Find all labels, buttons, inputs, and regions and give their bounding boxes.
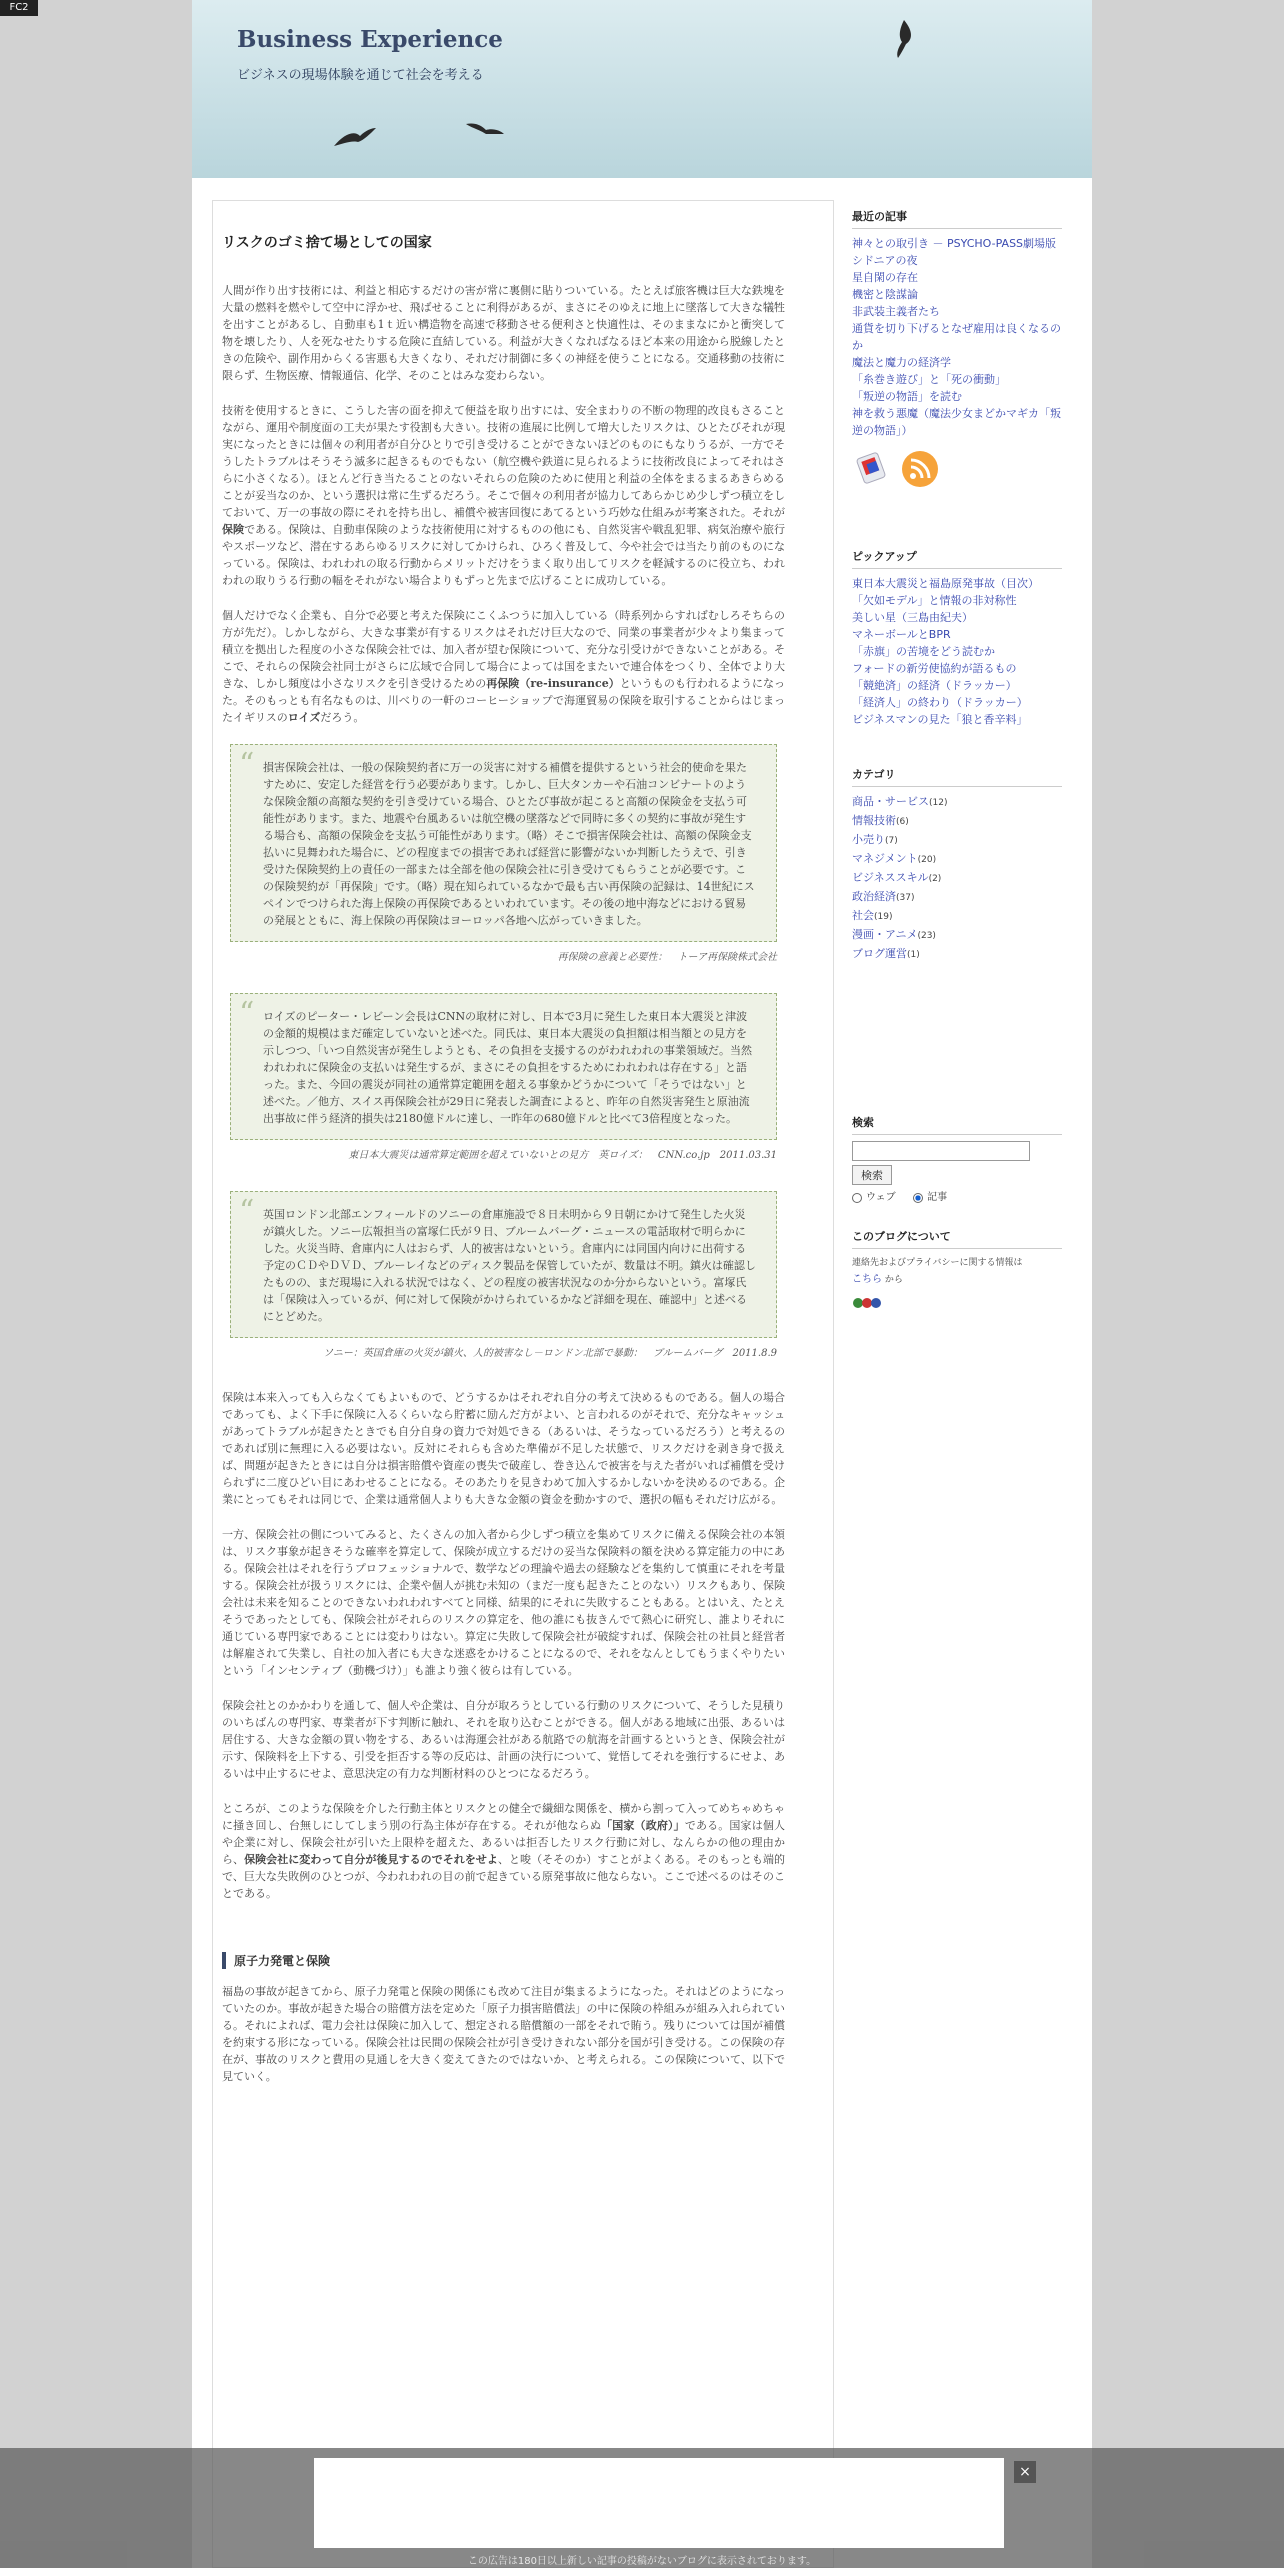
category-widget [852,766,1062,964]
widget-title: 最近の記事 [852,208,1062,229]
paragraph: 保険会社とのかかわりを通して、個人や企業は、自分が取ろうとしている行動のリスクについて、そうした見積りのいちばんの専門家、専業者が下す判断に触れ、それを取り込むことができる。個人がある地域に出張、あるいは居住する、大きな金額の買い物をする、あるいは海運会社がある航路での航海を計画するというとき、保険会社が示す、保険料を上下する、引受を拒否する等の反応は、計画の決行について、覚悟してそれを強行するにせよ、あるいは中止するにせよ、意思決定の有力な判断材料のひとつになるだろう。 [222,1699,785,1780]
pickup-link[interactable]: 「赤旗」の苦境をどう読むか [852,645,995,658]
post-title[interactable]: リスクのゴミ捨て場としての国家 [222,235,432,251]
recent-post-link[interactable]: 星自閑の存在 [852,271,918,284]
category-item[interactable]: マネジメント(20) [852,852,937,865]
quote-mark-icon: “ [239,1194,255,1229]
category-item[interactable]: ブログ運営(1) [852,947,920,960]
bird-icon [892,18,916,60]
bookmark-icon[interactable] [852,449,890,487]
pickup-widget [852,548,1062,728]
bird-icon [332,126,378,148]
category-item[interactable]: 商品・サービス(12) [852,795,948,808]
site-title[interactable]: Business Experience [237,26,503,53]
widget-title: ピックアップ [852,548,1062,569]
radio-web[interactable]: ウェブ [852,1189,896,1206]
paragraph: 技術を使用するときに、こうした害の面を抑えて便益を取り出すには、安全まわりの不断の物理的改良もさることながら、運用や制度面の工夫が果たす役割も大きい。技術の進展に比例して増大したリスクは、ひとたびそれが現実になったときには個々の利用者が自分ひとりで引き受けることができないほどのものにもなりうるが、一方でそうしたトラブルはそうそう滅多に起きるものでもない（航空機や鉄道に見られるように技術改良によってそれはさらに小さくなる）。ほとんど行き当たることのないそれらの危険のために使用と利益の全体をまるまるあきらめることが妥当なのか、という選択は常に生ずるだろう。そこで個々の利用者が協力してあらかじめ少しずつ積立をしておいて、万一の事故の際にそれを持ち出し、補償や被害回復にあてるという巧妙な仕組みが考案された。それが保険である。保険は、自動車保険のような技術使用に対するものの他にも、自然災害や戦乱犯罪、病気治療や旅行やスポーツなど、潜在するあらゆるリスクに対してかけられ、ひろく普及して、今や社会では当たり前のものになっている。保険は、われわれの取る行動からメリットだけをうまく取り出してリスクを軽減するのに役立ち、われわれの取りうる行動の幅をそれがない場合よりもずっと先まで広げることに成功している。 [222,404,786,587]
pickup-link[interactable]: 「欠如モデル」と情報の非対称性 [852,594,1017,607]
paragraph: 人間が作り出す技術には、利益と相応するだけの害が常に裏側に貼りついている。たとえば旅客機は巨大な鉄塊を大量の燃料を燃やして空中に浮かせ、飛ばせることに利得があるが、まさにそのゆえに地上に墜落して大きな犠牲を出すことがあるし、自動車も1ｔ近い構造物を高速で移動させる便利さと快適性は、そのままなにかと衝突して物を壊したり、人を死なせたりする危険に直結している。利益が大きくなればなるほど本来の用途から脱線したときの危険や、副作用からくる害悪も大きくなり、それだけ制御に多くの神経を使うことになる。交通移動の技術に限らず、生物医療、情報通信、化学、そのことはみな変わらない。 [222,284,785,382]
quote-citation[interactable]: ソニー：英国倉庫の火災が鎮火、人的被害なし－ロンドン北部で暴動： ブルームバーグ 2011.8.9 [323,1348,777,1359]
ad-banner[interactable] [314,2458,1004,2548]
category-item[interactable]: 政治経済(37) [852,890,915,903]
site-description: ビジネスの現場体験を通じて社会を考える [237,68,484,83]
recent-post-link[interactable]: 非武装主義者たち [852,305,940,318]
category-item[interactable]: 小売り(7) [852,833,898,846]
paragraph: ところが、このような保険を介した行動主体とリスクとの健全で繊細な関係を、横から割って入ってめちゃめちゃに掻き回し、台無しにしてしまう別の行為主体が存在する。それが他ならぬ「国家（政府）」である。国家は個人や企業に対し、保険会社が引いた上限枠を超えた、あるいは拒否したリスク行動に対し、なんらかの他の理由から、保険会社に変わって自分が後見するのでそれをせよ、と唆（そそのか）すことがよくある。そのもっとも端的で、巨大な失敗例のひとつが、今われわれの目の前で起きている原発事故に他ならない。ここで述べるのはそのことである。 [222,1802,786,1900]
recent-post-link[interactable]: 通貨を切り下げるとなぜ雇用は良くなるのか [852,322,1061,352]
paragraph: 保険は本来入っても入らなくてもよいもので、どうするかはそれぞれ自分の考えて決めるものである。個人の場合であっても、よく下手に保険に入るくらいなら貯蓄に励んだ方がよい、と言われるのがそれで、充分なキャッシュがあってトラブルが起きたときでも自分自身の資力で対処できる（あるいは、そうなっているだろう）と考えるのであれば別に無理に入る必要はない。反対にそれらも含めた準備が不足した状態で、リスクだけを剥き身で扱えば、問題が起きたときには自分は損害賠償や資産の喪失で破産し、巻き込んで被害を与えた者がいれば補償を受けられずに二度ひどい目にあわせることになる。そのあたりを見きわめて加入するかしないかを決めるのである。企業にとってもそれは同じで、企業は通常個人よりも大きな金額の資金を動かすので、選択の幅もそれだけ広がる。 [222,1391,785,1506]
rss-icon[interactable] [900,449,940,489]
blockquote: “ 英国ロンドン北部エンフィールドのソニーの倉庫施設で８日未明から９日朝にかけて発生した火災が鎮火した。ソニー広報担当の富塚仁氏が９日、ブルームバーグ・ニュースの電話取材で明らかにした。火災当時、倉庫内に人はおらず、人的被害はないという。倉庫内には同国内向けに出荷する予定のＣＤやＤＶＤ、ブルーレイなどのディスク製品を保管していたが、数量は不明。鎮火は確認したものの、まだ現場に入れる状況ではなく、どの程度の被害状況なのか分からないという。富塚氏は「保険は入っているが、何に対して保険がかけられているかなど詳細を現在、確認中」と述べるにとどめた。 [230,1191,777,1338]
widget-title: 検索 [852,1114,1062,1135]
pickup-link[interactable]: マネーボールとBPR [852,628,951,641]
pickup-link[interactable]: フォードの新労使協約が語るもの [852,662,1017,675]
paragraph: 個人だけでなく企業も、自分で必要と考えた保険にこくふつうに加入している（時系列からすればむしろそちらの方が先だ）。しかしながら、大きな事業が有するリスクはそれだけ巨大なので、同業の事業者が少々より集まって積立を拠出した程度の小さな保険会社では、加入者が望む保険について、充分な引受けができないことがある。そこで、それらの保険会社同士がさらに広域で合同して場合によっては国をまたいで連合体をつくり、全体でより大きな、しかし頻度は小さなリスクを引き受けるための再保険（re-insurance）というものも行われるようになった。そのもっとも有名なものは、川べりの一軒のコーヒーショップで海運貿易の保険を取引することからはじまったイギリスのロイズだろう。 [222,609,786,724]
quote-mark-icon: “ [239,747,255,782]
blockquote: “ 損害保険会社は、一般の保険契約者に万一の災害に対する補償を提供するという社会的使命を果たすために、安定した経営を行う必要があります。しかし、巨大タンカーや石油コンビナートのような保険金額の高額な契約を引き受けている場合、ひとたび事故が起こると高額の保険金を支払う可能性があります。また、地震や台風あるいは航空機の墜落などで同時に多くの契約に事故が発生する場合も、高額の保険金を支払う可能性があります。（略）そこで損害保険会社は、高額の保険金支払いに見舞われた場合に、どの程度までの損害であれば経営に影響がないか判断したうえで、引き受けた保険契約上の責任の一部または全部を他の保険会社に引き受けてもらうことが必要です。この保険契約が「再保険」です。（略）現在知られているなかで最も古い再保険の記録は、14世紀にスペインでつけられた海上保険の再保険であるといわれています。その後の地中海などにおける貿易の発展とともに、海上保険の再保険はヨーロッパ各地へ広がっていきました。 [230,744,777,942]
pickup-link[interactable]: ビジネスマンの見た「狼と香辛料」 [852,713,1028,726]
ad-close-button[interactable]: × [1014,2461,1036,2483]
about-text: 連絡先およびプライバシーに関する情報は [852,1258,1023,1268]
recent-post-link[interactable]: シドニアの夜 [852,254,918,267]
recent-post-link[interactable]: 神々との取引き － PSYCHO-PASS劇場版 [852,237,1057,250]
post-body [222,282,785,2103]
pickup-link[interactable]: 「競絶済」の経済（ドラッカー） [852,679,1017,692]
radio-article[interactable]: 記事 [913,1189,947,1206]
paragraph: 福島の事故が起きてから、原子力発電と保険の関係にも改めて注目が集まるようになった。それはどのようになっていたのか。事故が起きた場合の賠償方法を定めた「原子力損害賠償法」の中に保険の枠組みが組み入れられている。それによれば、電力会社は保険に加入して、想定される賠償額の一部をそれで賄う。残りについては国が補償を約束する形になっている。保険会社は民間の保険会社が引き受けきれない部分を国が引き受ける。この保険の存在が、事故のリスクと費用の見通しを大きく変えてきたのではないか、と考えられる。この保険について、以下で見ていく。 [222,1985,785,2083]
about-link[interactable]: こちら [852,1274,882,1285]
recent-posts-widget [852,208,1062,489]
fc2-badge[interactable]: FC2 [0,0,38,16]
search-widget [852,1114,1062,1208]
quote-mark-icon: “ [239,996,255,1031]
category-item[interactable]: 社会(19) [852,909,893,922]
category-item[interactable]: 情報技術(6) [852,814,909,827]
paragraph: 一方、保険会社の側についてみると、たくさんの加入者から少しずつ積立を集めてリスクに備える保険会社の本領は、リスク事象が起きそうな確率を算定して、保険が成立するだけの妥当な保険料の額を決める算定能力の中にある。保険会社はそれを行うプロフェッショナルで、数学などの理論や過去の経験などを集約して慎重にそれを考量する。保険会社が扱うリスクには、企業や個人が挑む未知の（まだ一度も起きたことのない）リスクもあり、保険会社は未来を知ることのできないわれわれすべてと同様、結果的にそれに失敗することもある。とはいえ、たとえそうであったとしても、保険会社がそれらのリスクの算定を、他の誰にも抜きんでて熱心に研究し、誰よりそれに通じている専門家であることには変わりはない。算定に失敗して保険会社が破綻すれば、保険会社の社員と経営者は解雇されて失業し、自社の加入者にも大きな迷惑をかけることになるので、それをなんとしてもうまくやりたいという「インセンティブ（動機づけ）」も誰より強く彼らは有している。 [222,1528,785,1677]
search-button[interactable]: 検索 [852,1165,892,1185]
recent-post-link[interactable]: 「糸巻き遊び」と「死の衝動」 [852,373,1006,386]
blockquote: “ ロイズのピーター・レビーン会長はCNNの取材に対し、日本で3月に発生した東日本大震災と津波の金額的規模はまだ確定していないと述べた。同氏は、東日本大震災の負担額は相当額との見方を示しつつ、「いつ自然災害が発生しようとも、その負担を支援するのがわれわれの事業領域だ。当然われわれに保険金の支払いは発生するが、まさにその負担をするためにわれわれは存在する」と語った。また、今回の震災が同社の通常算定範囲を超える事象かどうかについて「そうではない」と述べた。／他方、スイス再保険会社が29日に発表した調査によると、昨年の自然災害発生と原油流出事故に伴う経済的損失は2180億ドルに達し、一昨年の680億ドルと比べて3倍程度となった。 [230,993,777,1140]
blog-header [192,0,1092,178]
category-item[interactable]: ビジネススキル(2) [852,871,942,884]
recent-post-link[interactable]: 機密と陰謀論 [852,288,918,301]
widget-title: このブログについて [852,1228,1062,1249]
pickup-link[interactable]: 東日本大震災と福島原発事故（目次） [852,577,1039,590]
widget-title: カテゴリ [852,766,1062,787]
recent-post-link[interactable]: 魔法と魔力の経済学 [852,356,951,369]
category-item[interactable]: 漫画・アニメ(23) [852,928,936,941]
pickup-link[interactable]: 美しい星（三島由紀夫） [852,611,973,624]
quote-citation[interactable]: 再保険の意義と必要性： トーア再保険株式会社 [557,952,777,963]
about-widget: このブログについて 連絡先およびプライバシーに関する情報は こちら から [852,1228,1062,1316]
search-input[interactable] [852,1141,1030,1161]
fc2-community-icon[interactable] [852,1295,882,1311]
recent-post-link[interactable]: 「叛逆の物語」を読む [852,390,962,403]
bird-icon [464,120,506,138]
section-heading: 原子力発電と保険 [222,1952,785,1969]
quote-citation[interactable]: 東日本大震災は通常算定範囲を超えていないとの見方 英ロイズ： CNN.co.jp 2011.03.31 [348,1150,777,1161]
recent-post-link[interactable]: 神を救う悪魔（魔法少女まどかマギカ「叛逆の物語」） [852,407,1061,437]
page-wrapper [192,0,1092,2568]
pickup-link[interactable]: 「経済人」の終わり（ドラッカー） [852,696,1028,709]
ad-notice: この広告は180日以上新しい記事の投稿がないブログに表示されております。 [467,2556,817,2567]
